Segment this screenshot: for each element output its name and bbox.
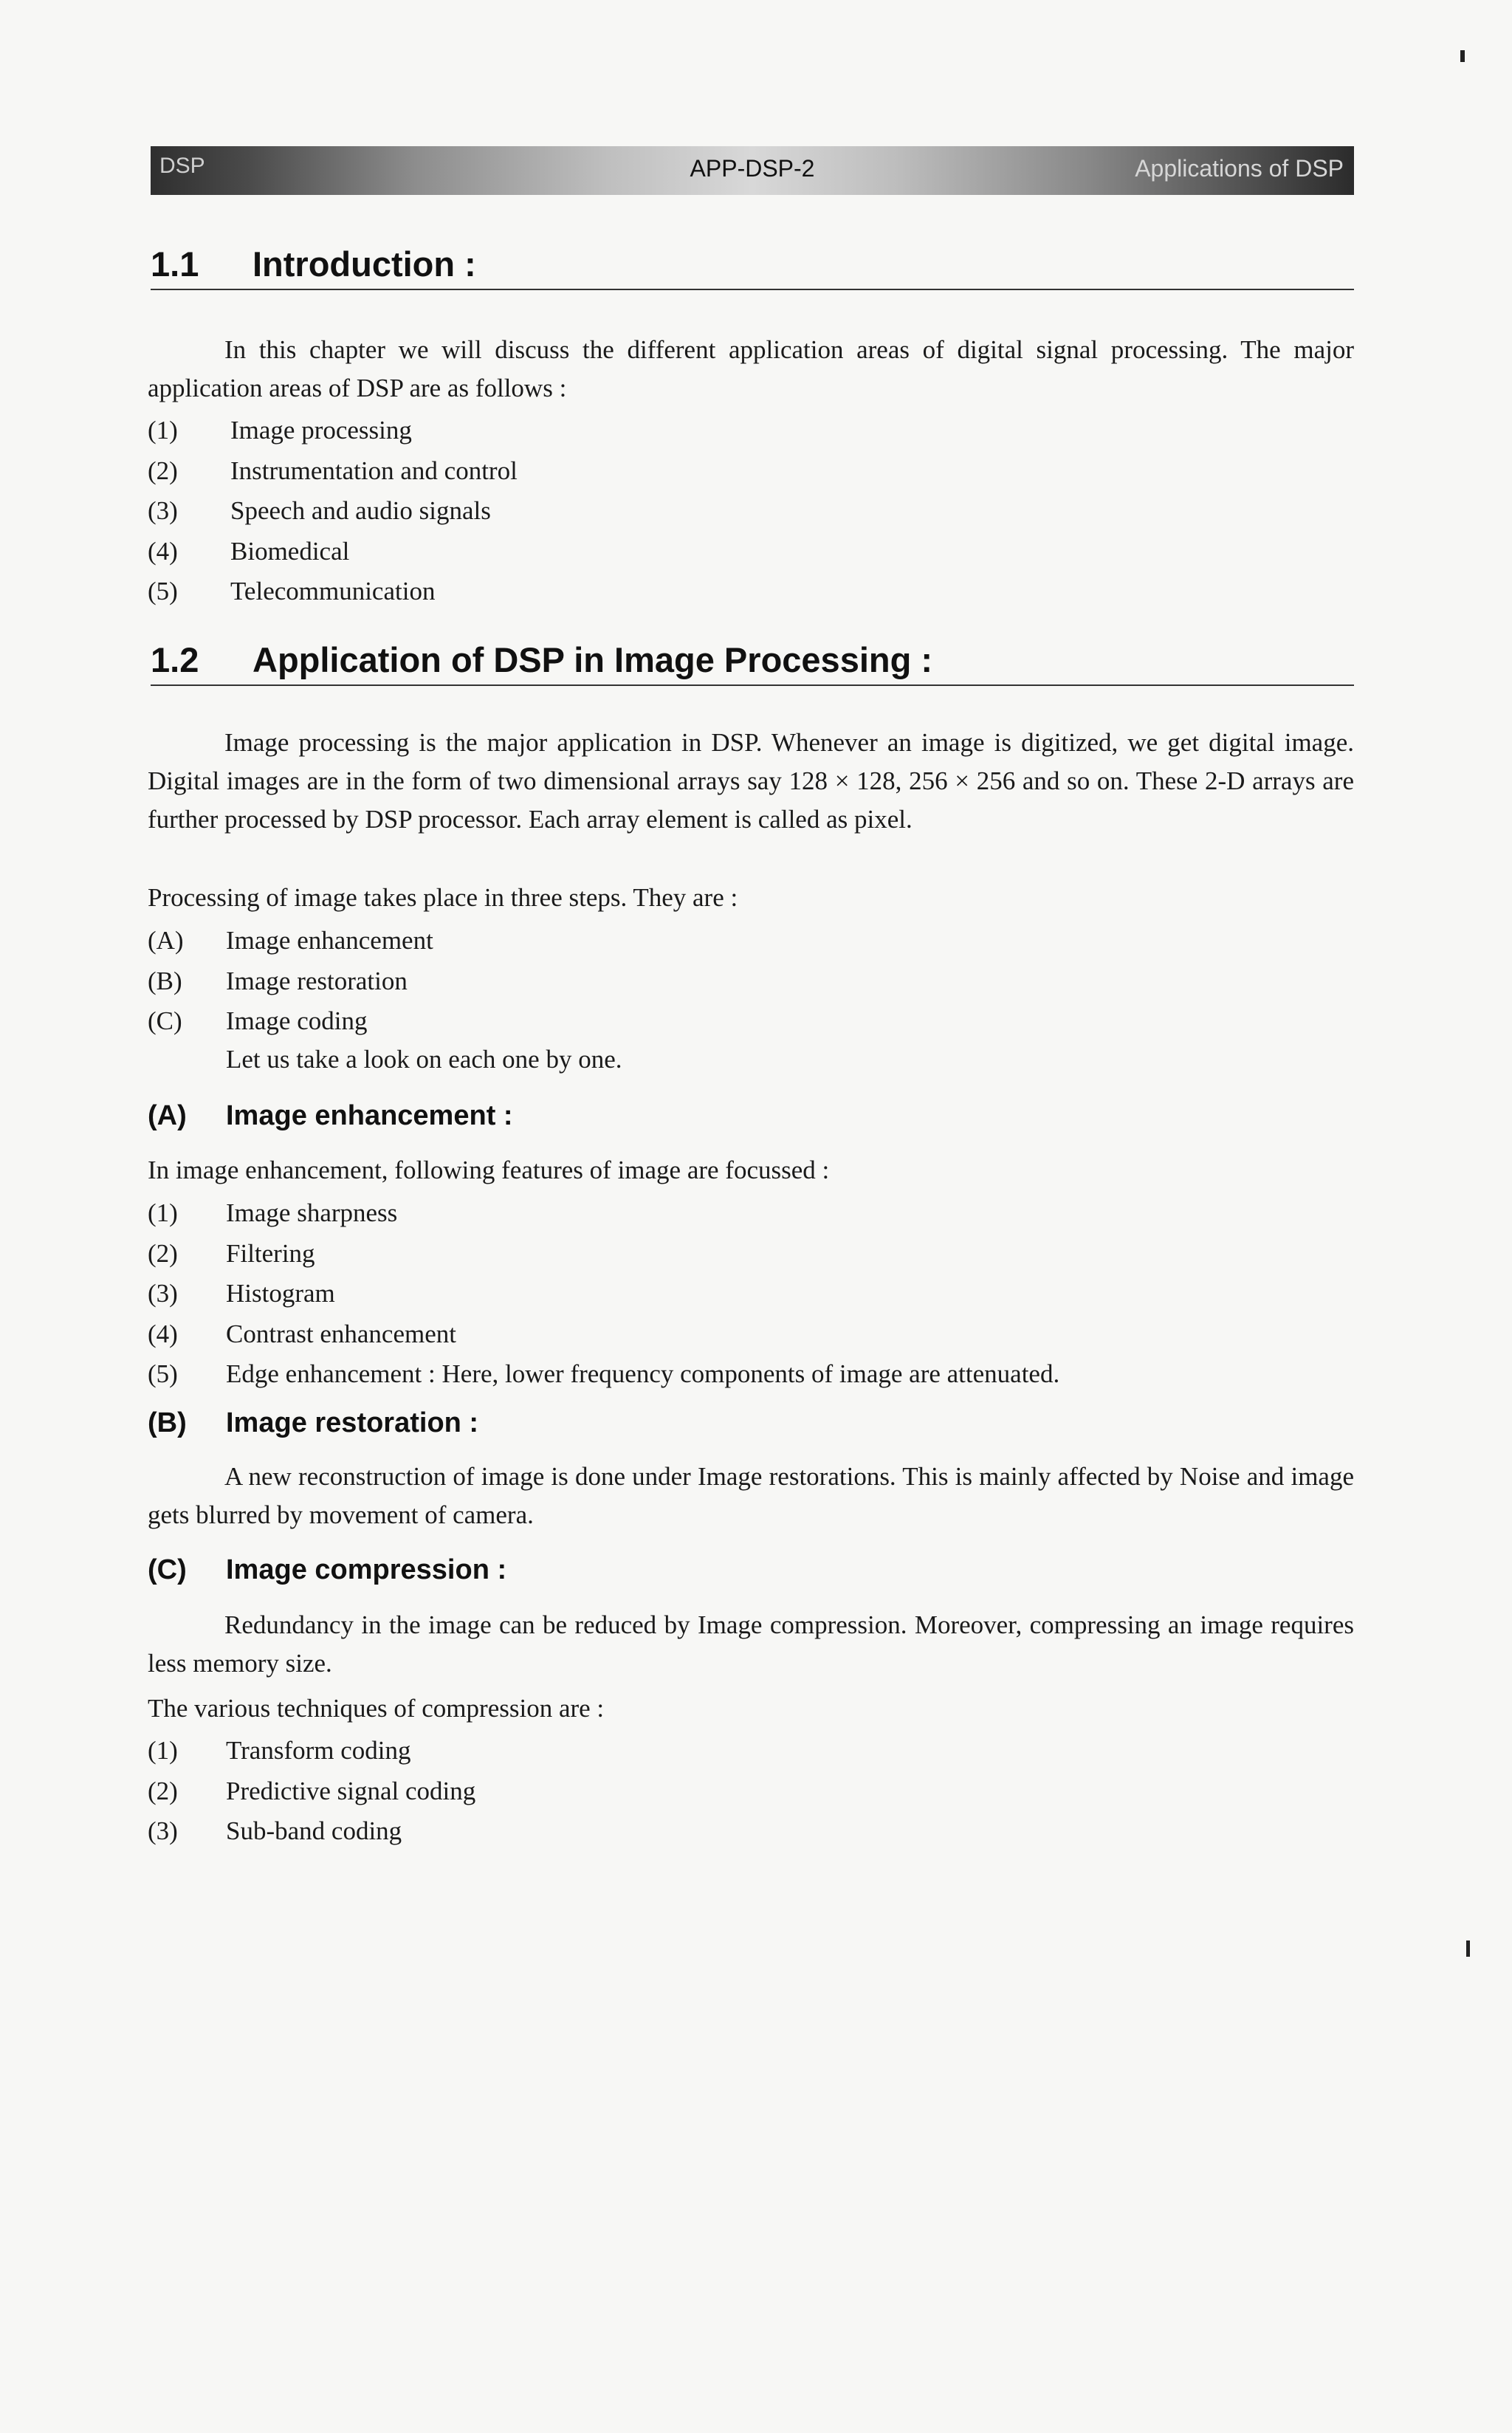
subsection-heading-image-restoration: (B) Image restoration : — [148, 1407, 479, 1438]
compression-paragraph: Redundancy in the image can be reduced by Image compression. Moreover, compressing an image requires less memory size. — [148, 1610, 1354, 1678]
subsection-heading-image-enhancement: (A) Image enhancement : — [148, 1100, 513, 1131]
scan-speck — [1466, 1940, 1470, 1957]
section-heading-image-processing — [151, 639, 1354, 686]
header-chapter-title: Applications of DSP — [1135, 155, 1344, 182]
section-title: Application of DSP in Image Processing : — [252, 640, 933, 679]
list-item: (C) Image coding — [148, 1006, 368, 1035]
restoration-paragraph: A new reconstruction of image is done under Image restorations. This is mainly affected by Noise and image gets blurred by movement of camera. — [148, 1462, 1354, 1529]
enhancement-intro: In image enhancement, following features of image are focussed : — [148, 1156, 830, 1184]
list-item: (B) Image restoration — [148, 966, 408, 995]
header-page-code: APP-DSP-2 — [690, 155, 815, 182]
section-number: 1.2 — [151, 640, 199, 679]
enhancement-features-list — [148, 1193, 1059, 1395]
header-left-text: DSP — [159, 154, 205, 178]
list-item: (4) Biomedical — [148, 536, 350, 566]
image-processing-paragraph: Image processing is the major application in DSP. Whenever an image is digitized, we get digital image. Digital images are in the form of two dimensional arrays say 128 × 128, 256 × 256 and so on. These 2-D arrays are further processed by DSP processor. Each array element is called as pixel. — [148, 728, 1354, 834]
application-areas-list — [148, 411, 518, 612]
list-item: (1) Image sharpness — [148, 1198, 398, 1227]
list-item: (1) Transform coding — [148, 1736, 411, 1765]
intro-paragraph: In this chapter we will discuss the different application areas of digital signal processing. The major application areas of DSP are as follows : — [148, 335, 1354, 402]
list-item: (2) Instrumentation and control — [148, 456, 518, 485]
list-item: (3) Sub-band coding — [148, 1816, 402, 1845]
list-item: (1) Image processing — [148, 416, 412, 445]
techniques-intro: The various techniques of compression are : — [148, 1694, 605, 1723]
section-title: Introduction : — [252, 244, 476, 284]
compression-techniques-list — [148, 1731, 475, 1852]
steps-outro: Let us take a look on each one by one. — [226, 1045, 622, 1074]
subsection-heading-image-compression: (C) Image compression : — [148, 1554, 507, 1585]
scan-speck — [1460, 50, 1465, 62]
section-heading-introduction — [151, 244, 1354, 290]
list-item: (5) Telecommunication — [148, 577, 436, 605]
list-item: (2) Predictive signal coding — [148, 1776, 476, 1805]
list-item: (3) Histogram — [148, 1279, 335, 1308]
list-item: (3) Speech and audio signals — [148, 496, 491, 525]
list-item: (A) Image enhancement — [148, 926, 433, 955]
steps-intro: Processing of image takes place in three steps. They are : — [148, 883, 738, 912]
list-item: (2) Filtering — [148, 1238, 315, 1268]
list-item: (5) Edge enhancement : Here, lower frequency components of image are attenuated. — [148, 1359, 1060, 1388]
section-number: 1.1 — [151, 244, 199, 284]
running-header — [151, 146, 1354, 195]
processing-steps-list — [148, 921, 433, 1042]
list-item: (4) Contrast enhancement — [148, 1319, 456, 1348]
